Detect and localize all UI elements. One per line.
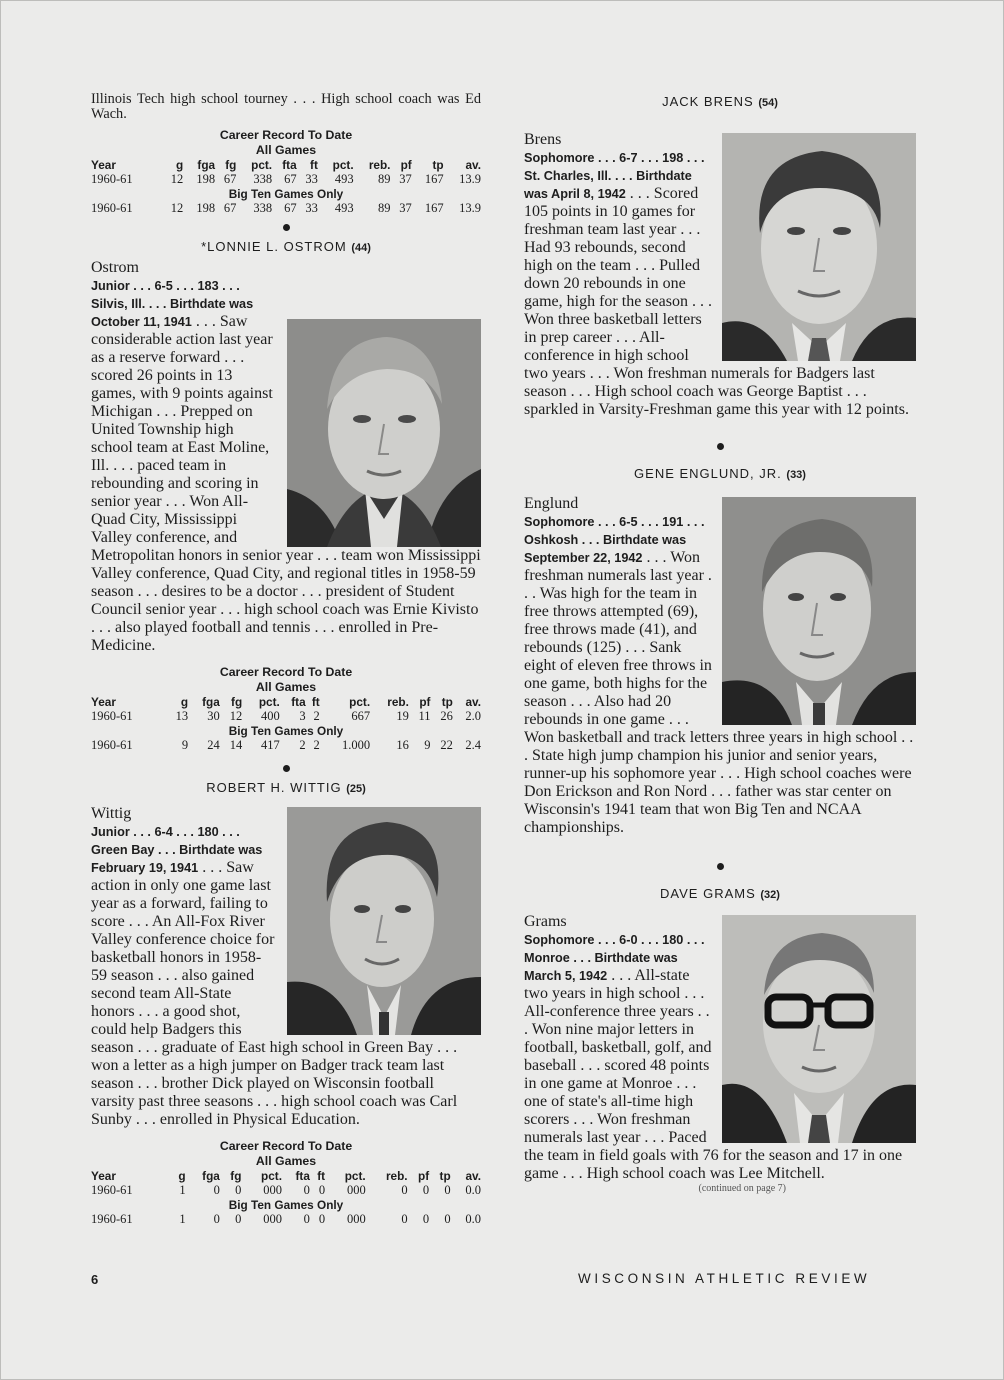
table-cell: 89	[377, 172, 391, 187]
table-cell: 000	[263, 1212, 282, 1227]
portrait-photo	[287, 319, 481, 547]
portrait-photo	[722, 497, 916, 725]
portrait-photo	[722, 133, 916, 361]
table-header-row	[91, 1169, 481, 1183]
player-name: GENE ENGLUND, JR.	[634, 466, 782, 481]
table-row	[91, 172, 481, 187]
table-title: Career Record To Date	[219, 1139, 353, 1154]
table-cell: 493	[334, 201, 354, 216]
table-cell: 12	[229, 709, 243, 724]
col-header: reb.	[385, 1169, 408, 1184]
player-name: DAVE GRAMS	[660, 886, 756, 901]
table-cell: 167	[424, 201, 444, 216]
table-cell: 33	[305, 201, 318, 216]
table-cell: 67	[284, 201, 297, 216]
table-cell: 0	[401, 1183, 408, 1198]
col-header: pf	[400, 158, 412, 173]
table-cell: 000	[263, 1183, 282, 1198]
player-heading-wittig	[91, 780, 481, 795]
table-cell: 1960-61	[91, 1212, 133, 1227]
player-name: *LONNIE L. OSTROM	[201, 239, 347, 255]
bio-body: . . . Saw action in only one game last year as a forward, failing to score . . . An All-Fox River Valley conference choice for basketball honors in 1958-59 season . . . also gained second team All-State honors . . . a good shot, could help Badgers this season . . . graduate of East high school in Green Bay . . . won a letter as a high jumper on Badger track team last season . . . brother Dick played on Wisconsin football varsity past three seasons . . . high school coach was Carl Sunby . . . enrolled in Physical Education.	[91, 859, 458, 1129]
stats-table-ostrom	[91, 665, 481, 753]
bio-lead: Sophomore . . . 6-0 . . . 180 . . . Monroe . . . Birthdate was March 5, 1942	[524, 933, 705, 983]
table-cell: 198	[196, 172, 216, 187]
player-number: (25)	[346, 783, 366, 796]
table-cell: 000	[346, 1212, 366, 1227]
table-cell: 37	[399, 172, 412, 187]
page-number: 6	[91, 1272, 99, 1287]
table-cell: 2	[299, 738, 306, 753]
table-cell: 2	[313, 709, 320, 724]
stats-table	[91, 695, 481, 753]
col-header: g	[180, 695, 189, 710]
section-divider-dot	[717, 863, 724, 870]
table-cell: 1960-61	[91, 172, 133, 187]
table-cell: 19	[396, 709, 409, 724]
table-cell: 167	[424, 172, 444, 187]
table-cell: 000	[346, 1183, 366, 1198]
player-heading-grams	[524, 886, 916, 901]
table-cell: 0	[444, 1212, 451, 1227]
col-header: Year	[91, 158, 116, 173]
col-header: Year	[91, 695, 116, 710]
bio-lead: Sophomore . . . 6-5 . . . 191 . . . Oshkosh . . . Birthdate was September 22, 1942	[524, 515, 705, 565]
table-cell: 1.000	[342, 738, 371, 753]
table-section-title: Big Ten Games Only	[228, 187, 344, 202]
table-cell: 1960-61	[91, 201, 133, 216]
table-cell: 493	[334, 172, 354, 187]
table-cell: 667	[351, 709, 371, 724]
table-cell: 0	[318, 1212, 326, 1227]
col-header: av.	[465, 1169, 481, 1184]
col-header: fga	[197, 158, 216, 173]
table-header-row	[91, 158, 481, 172]
portrait-photo	[287, 807, 481, 1035]
table-cell: 14	[229, 738, 243, 753]
table-row	[91, 709, 481, 724]
col-header: pct.	[349, 695, 371, 710]
col-header: g	[175, 158, 184, 173]
table-cell: 0.0	[465, 1183, 481, 1198]
table-cell: 338	[253, 172, 273, 187]
player-name: ROBERT H. WITTIG	[206, 780, 342, 796]
table-section-title: Big Ten Games Only	[228, 724, 344, 739]
continued-note: (continued on page 7)	[698, 1183, 786, 1194]
col-header: pct.	[344, 1169, 366, 1184]
col-header: fta	[291, 695, 306, 710]
section-divider-dot	[283, 224, 290, 231]
player-name: JACK BRENS	[662, 94, 754, 109]
photo-wittig	[287, 807, 481, 1035]
table-cell: 0	[318, 1183, 326, 1198]
col-header: reb.	[368, 158, 391, 173]
col-header: ft	[310, 158, 318, 173]
col-header: fta	[295, 1169, 310, 1184]
photo-caption: Wittig	[91, 805, 132, 823]
photo-ostrom	[287, 319, 481, 547]
photo-grams	[722, 915, 916, 1143]
player-heading-englund	[524, 466, 916, 481]
table-cell: 12	[170, 201, 184, 216]
col-header: pct.	[261, 1169, 282, 1184]
col-header: fta	[282, 158, 297, 173]
player-number: (33)	[786, 469, 806, 481]
stats-table-prev	[91, 128, 481, 216]
left-column	[91, 92, 481, 1227]
section-divider-dot	[283, 765, 290, 772]
table-section-row	[91, 187, 481, 201]
table-cell: 9	[424, 738, 431, 753]
col-header: pf	[419, 695, 431, 710]
col-header: ft	[317, 1169, 326, 1184]
table-row	[91, 738, 481, 753]
intro-text: Illinois Tech high school tourney . . . High school coach was Ed Wach.	[91, 91, 481, 122]
table-cell: 0	[235, 1183, 242, 1198]
player-number: (54)	[758, 97, 778, 109]
col-header: tp	[441, 695, 453, 710]
table-cell: 12	[170, 172, 184, 187]
table-cell: 26	[440, 709, 453, 724]
col-header: fga	[202, 695, 220, 710]
table-cell: 13.9	[459, 172, 481, 187]
col-header: tp	[432, 158, 444, 173]
table-cell: 37	[399, 201, 412, 216]
table-cell: 67	[284, 172, 297, 187]
table-cell: 0	[444, 1183, 451, 1198]
table-cell: 33	[305, 172, 318, 187]
col-header: pct.	[332, 158, 354, 173]
photo-brens	[722, 133, 916, 361]
table-cell: 0	[303, 1183, 310, 1198]
table-title: Career Record To Date	[219, 665, 353, 680]
table-row	[91, 1183, 481, 1198]
col-header: fg	[225, 158, 237, 173]
table-cell: 198	[196, 201, 216, 216]
table-section-title: Big Ten Games Only	[228, 1198, 344, 1213]
table-cell: 1960-61	[91, 709, 133, 724]
table-section-row	[91, 1198, 481, 1212]
col-header: tp	[439, 1169, 451, 1184]
col-header: pct.	[258, 695, 280, 710]
player-heading-brens	[524, 94, 916, 109]
col-header: pct.	[251, 158, 273, 173]
table-cell: 67	[223, 201, 237, 216]
bio-body: . . . Saw considerable action last year as a reserve forward . . . scored 26 points in 13 games, with 9 points against Michigan . . . Prepped on United Township high school team at East Moline, Ill. . . . paced team in rebounding and scoring in senior year . . . Won All-Quad City, Mississippi Valley conference, and Metropolitan honors in senior year . . . team won Mississippi Valley conference, Quad City, and regional titles in 1958-59 season . . . desires to be a doctor . . . president of Student Council senior year . . . high school coach was Ernie Kivisto . . . also played football and tennis . . . enrolled in Pre-Medicine.	[91, 313, 481, 655]
table-cell: 0	[401, 1212, 408, 1227]
table-cell: 24	[207, 738, 220, 753]
stats-table-wittig	[91, 1139, 481, 1227]
stats-table	[91, 158, 481, 216]
col-header: fg	[231, 695, 243, 710]
table-cell: 16	[396, 738, 409, 753]
table-cell: 2.4	[465, 738, 481, 753]
table-cell: 2	[313, 738, 320, 753]
table-cell: 11	[418, 709, 431, 724]
table-title: Career Record To Date	[219, 128, 353, 143]
table-cell: 417	[261, 738, 280, 753]
table-cell: 22	[440, 738, 453, 753]
bio-lead: Junior . . . 6-5 . . . 183 . . . Silvis, Ill. . . . Birthdate was October 11, 1941	[91, 279, 254, 330]
player-number: (32)	[760, 889, 780, 901]
table-cell: 0	[235, 1212, 242, 1227]
table-cell: 0	[422, 1212, 430, 1227]
col-header: av.	[465, 695, 481, 710]
table-cell: 0	[213, 1212, 220, 1227]
table-subtitle: All Games	[255, 1154, 317, 1169]
table-cell: 13.9	[459, 201, 481, 216]
col-header: Year	[91, 1169, 116, 1184]
col-header: pf	[417, 1169, 430, 1184]
table-cell: 0	[303, 1212, 310, 1227]
table-cell: 67	[223, 172, 237, 187]
right-column	[524, 92, 916, 1194]
bio-body: . . . All-state two years in high school . . . All-conference three years . . . Won nine major letters in football, basketball, golf, and baseball . . . scored 48 points in one game at Monroe . . . one of state's all-time high scorers . . . Won freshman numerals last year . . . Paced the team in field goals with 76 for the season and 17 in one game . . . High school coach was Lee Mitchell.	[524, 967, 903, 1182]
player-number: (44)	[351, 242, 371, 255]
photo-caption: Ostrom	[91, 259, 139, 277]
table-row	[91, 201, 481, 216]
table-cell: 338	[253, 201, 273, 216]
photo-englund	[722, 497, 916, 725]
table-header-row	[91, 695, 481, 709]
table-cell: 89	[377, 201, 391, 216]
photo-caption: Grams	[524, 913, 567, 930]
bio-body: . . . Won freshman numerals last year . . . Was high for the team in free throws attempted (69), free throws made (41), and rebounds (125) . . . Sank eight of eleven free throws in one game, both highs for the season . . . Also had 20 rebounds in one game . . . Won basketball and track letters three years in high school . . . State high jump champion his junior and senior years, runner-up his sophomore year . . . High school coaches were Don Erickson and Ron Nord . . . father was star center on Wisconsin's 1941 team that won Big Ten and NCAA championships.	[524, 549, 914, 836]
photo-caption: Englund	[524, 495, 579, 512]
magazine-title: WISCONSIN ATHLETIC REVIEW	[578, 1271, 871, 1286]
bio-lead: Junior . . . 6-4 . . . 180 . . . Green Bay . . . Birthdate was February 19, 1941	[91, 825, 263, 876]
table-cell: 400	[261, 709, 280, 724]
table-subtitle: All Games	[255, 680, 317, 695]
player-heading-ostrom	[91, 239, 481, 254]
table-cell: 30	[207, 709, 220, 724]
table-cell: 0	[213, 1183, 220, 1198]
table-cell: 0	[422, 1183, 430, 1198]
col-header: av.	[465, 158, 481, 173]
col-header: reb.	[387, 695, 409, 710]
table-cell: 1	[179, 1212, 186, 1227]
col-header: g	[178, 1169, 186, 1184]
table-cell: 2.0	[465, 709, 481, 724]
table-cell: 1	[179, 1183, 186, 1198]
table-subtitle: All Games	[255, 143, 317, 158]
table-row	[91, 1212, 481, 1227]
bio-body: . . . Scored 105 points in 10 games for freshman team last year . . . Had 93 rebounds, second high on the team . . . Pulled down 20 rebounds in one game, high for the season . . . Won three basketball letters in prep career . . . All-conference in high school two years . . . Won freshman numerals for Badgers last season . . . High school coach was George Baptist . . . sparkled in Varsity-Freshman game this year with 12 points.	[524, 185, 909, 418]
table-cell: 13	[175, 709, 189, 724]
col-header: fg	[230, 1169, 242, 1184]
photo-caption: Brens	[524, 131, 562, 148]
table-cell: 9	[181, 738, 189, 753]
bio-lead: Sophomore . . . 6-7 . . . 198 . . . St. Charles, Ill. . . . Birthdate was April 8, 1942	[524, 151, 705, 201]
table-cell: 1960-61	[91, 1183, 133, 1198]
portrait-photo	[722, 915, 916, 1143]
table-cell: 1960-61	[91, 738, 133, 753]
table-section-row	[91, 724, 481, 738]
col-header: ft	[311, 695, 320, 710]
stats-table	[91, 1169, 481, 1227]
table-cell: 0.0	[465, 1212, 481, 1227]
col-header: fga	[202, 1169, 220, 1184]
section-divider-dot	[717, 443, 724, 450]
table-cell: 3	[299, 709, 306, 724]
